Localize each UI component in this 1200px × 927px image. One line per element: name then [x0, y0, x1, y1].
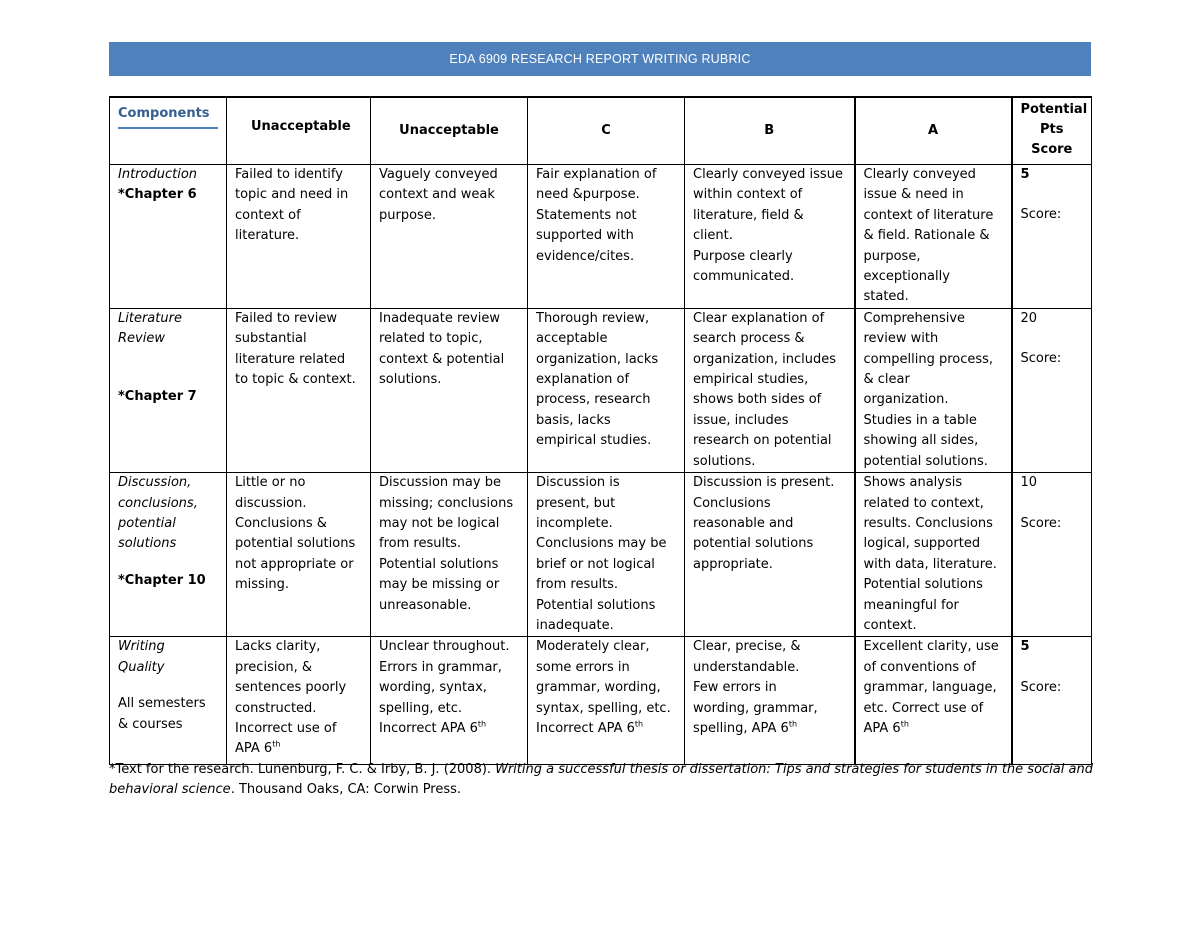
grade-c-cell: Discussion is present, but incomplete. Conclusions may be brief or not logical from results. Potential solutions inadequate.: [528, 473, 685, 637]
component-cell: Writing Quality All semesters & courses: [110, 637, 227, 765]
header-grade-b: B: [685, 97, 855, 165]
grade-a-cell: Clearly conveyed issue & need in context of literature & field. Rationale & purpose, exceptionally stated.: [855, 165, 1012, 309]
header-unacceptable-1: Unacceptable: [227, 97, 371, 165]
header-unacceptable-2: Unacceptable: [371, 97, 528, 165]
component-cell: Literature Review *Chapter 7: [110, 308, 227, 472]
component-cell: Introduction *Chapter 6: [110, 165, 227, 309]
points-cell: 5 Score:: [1012, 637, 1092, 765]
table-row: [110, 637, 1092, 765]
unacceptable-2-cell: Inadequate review related to topic, context & potential solutions.: [371, 308, 528, 472]
grade-b-cell: Clearly conveyed issue within context of literature, field & client. Purpose clearly communicated.: [685, 165, 855, 309]
unacceptable-2-cell: Discussion may be missing; conclusions may not be logical from results. Potential solutions may be missing or unreasonable.: [371, 473, 528, 637]
citation-footnote: [109, 760, 1099, 801]
unacceptable-2-cell: Unclear throughout. Errors in grammar, wording, syntax, spelling, etc. Incorrect APA 6th: [371, 637, 528, 765]
rubric-title-banner: [109, 42, 1091, 76]
grade-c-cell: Thorough review, acceptable organization, lacks explanation of process, research basis, lacks empirical studies.: [528, 308, 685, 472]
unacceptable-2-cell: Vaguely conveyed context and weak purpose.: [371, 165, 528, 309]
unacceptable-1-cell: Little or no discussion. Conclusions & potential solutions not appropriate or missing.: [227, 473, 371, 637]
footnote-book-title: Writing a successful thesis or dissertation: Tips and strategies for students in the social and behavioral science: [109, 762, 1093, 798]
footnote-prefix: *Text for the research. Lunenburg, F. C. & Irby, B. J. (2008).: [109, 762, 496, 777]
table-row: [110, 473, 1092, 637]
footnote-suffix: . Thousand Oaks, CA: Corwin Press.: [230, 782, 462, 798]
table-row: [110, 165, 1092, 309]
points-cell: 20 Score:: [1012, 308, 1092, 472]
grade-b-cell: Clear explanation of search process & organization, includes empirical studies, shows both sides of issue, includes research on potential solutions.: [685, 308, 855, 472]
grade-a-cell: Shows analysis related to context, results. Conclusions logical, supported with data, literature. Potential solutions meaningful for context.: [855, 473, 1012, 637]
header-row: [110, 97, 1092, 165]
grade-a-cell: Excellent clarity, use of conventions of grammar, language, etc. Correct use of APA 6th: [855, 637, 1012, 765]
header-grade-c: C: [528, 97, 685, 165]
grade-c-cell: Fair explanation of need &purpose. Statements not supported with evidence/cites.: [528, 165, 685, 309]
unacceptable-1-cell: Lacks clarity, precision, & sentences poorly constructed. Incorrect use of APA 6th: [227, 637, 371, 765]
header-potential-pts: Potential Pts Score: [1012, 97, 1092, 165]
rubric-table: [109, 96, 1092, 765]
grade-b-cell: Clear, precise, & understandable. Few errors in wording, grammar, spelling, APA 6th: [685, 637, 855, 765]
header-components: [110, 97, 227, 165]
points-cell: 5 Score:: [1012, 165, 1092, 309]
grade-b-cell: Discussion is present. Conclusions reasonable and potential solutions appropriate.: [685, 473, 855, 637]
unacceptable-1-cell: Failed to identify topic and need in context of literature.: [227, 165, 371, 309]
components-label: Components: [118, 104, 218, 129]
rubric-title: EDA 6909 RESEARCH REPORT WRITING RUBRIC: [449, 52, 751, 66]
points-cell: 10 Score:: [1012, 473, 1092, 637]
component-cell: Discussion, conclusions, potential solutions *Chapter 10: [110, 473, 227, 637]
unacceptable-1-cell: Failed to review substantial literature related to topic & context.: [227, 308, 371, 472]
header-grade-a: A: [855, 97, 1012, 165]
grade-c-cell: Moderately clear, some errors in grammar, wording, syntax, spelling, etc. Incorrect APA 6th: [528, 637, 685, 765]
table-row: [110, 308, 1092, 472]
grade-a-cell: Comprehensive review with compelling process, & clear organization. Studies in a table showing all sides, potential solutions.: [855, 308, 1012, 472]
